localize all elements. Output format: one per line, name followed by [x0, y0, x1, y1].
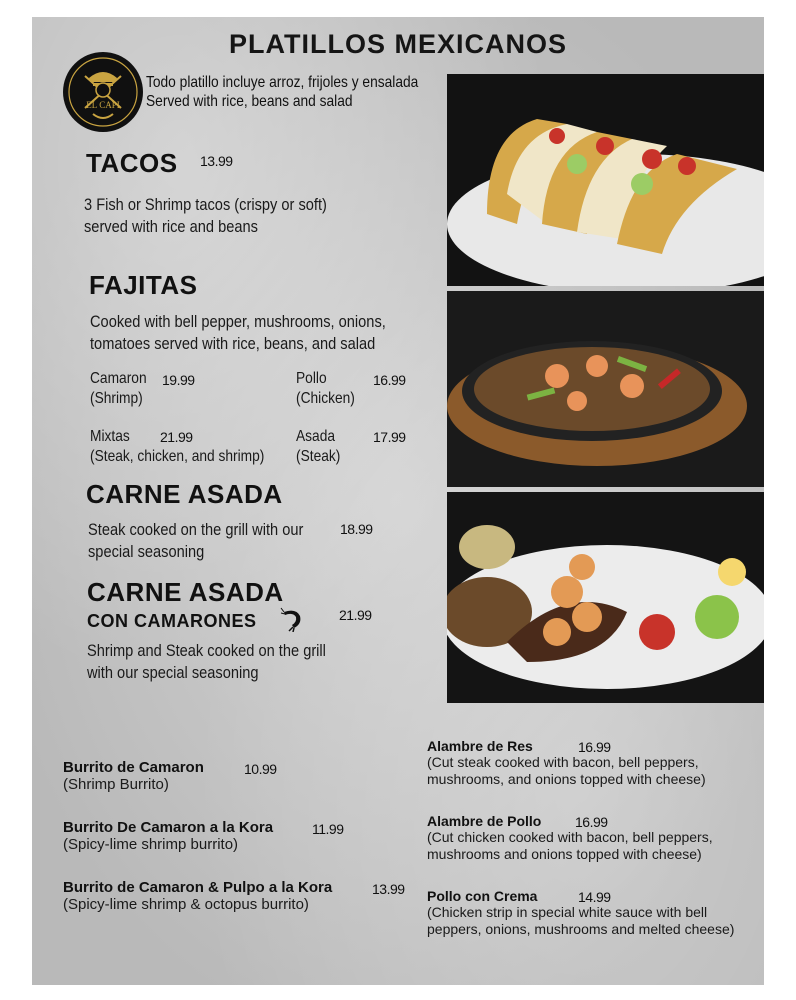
carne-camarones-title: CARNE ASADA	[87, 577, 284, 607]
item-name: Pollo con Crema	[427, 888, 538, 904]
right-item-alambre-pollo	[427, 813, 713, 863]
carne-asada-desc-line2: special seasoning	[88, 542, 205, 561]
fajita-item-name: Asada	[296, 428, 336, 445]
tacos-price: 13.99	[200, 153, 233, 169]
fajita-item-sub: (Chicken)	[296, 390, 355, 407]
carne-asada-price: 18.99	[340, 521, 373, 537]
alambre-res-price: 16.99	[578, 739, 611, 755]
burrito-pulpo-price: 13.99	[372, 881, 405, 897]
fajita-item-pollo	[296, 369, 355, 409]
burrito-camaron-price: 10.99	[244, 761, 277, 777]
burrito-item-camaron	[63, 759, 204, 794]
tacos-desc-line2: served with rice and beans	[84, 217, 258, 236]
fajitas-desc-line2: tomatoes served with rice, beans, and salad	[90, 334, 376, 353]
item-description-line1: (Cut steak cooked with bacon, bell peppers,	[427, 754, 699, 770]
fajita-camaron-price: 19.99	[162, 372, 195, 388]
burrito-kora-price: 11.99	[312, 821, 344, 837]
tacos-desc-line1: 3 Fish or Shrimp tacos (crispy or soft)	[84, 195, 327, 214]
carne-camarones-description	[87, 640, 326, 684]
carne-camarones-desc-line2: with our special seasoning	[87, 663, 259, 682]
fajita-item-asada	[296, 427, 340, 467]
intro-spanish: Todo platillo incluye arroz, frijoles y ensalada	[146, 74, 419, 91]
burrito-name: Burrito de Camaron & Pulpo a la Kora	[63, 879, 333, 896]
fajita-item-camaron	[90, 369, 147, 409]
right-item-alambre-res	[427, 738, 706, 788]
item-description-line2: peppers, onions, mushrooms and melted cheese)	[427, 921, 735, 937]
fajitas-title: FAJITAS	[89, 270, 198, 300]
carne-camarones-price: 21.99	[339, 607, 372, 623]
logo-text: EL CAPI	[86, 100, 120, 110]
burrito-description: (Spicy-lime shrimp & octopus burrito)	[63, 896, 309, 913]
anchor-captain-logo-icon	[63, 52, 143, 132]
tacos-photo	[447, 74, 764, 286]
item-description-line1: (Cut chicken cooked with bacon, bell peppers,	[427, 829, 713, 845]
burrito-description: (Shrimp Burrito)	[63, 776, 169, 793]
carne-camarones-desc-line1: Shrimp and Steak cooked on the grill	[87, 641, 326, 660]
item-description-line2: mushrooms, and onions topped with cheese)	[427, 771, 706, 787]
item-description-line2: mushrooms and onions topped with cheese)	[427, 846, 702, 862]
carne-asada-photo	[447, 492, 764, 703]
alambre-pollo-price: 16.99	[575, 814, 608, 830]
carne-asada-desc-line1: Steak cooked on the grill with our	[88, 520, 304, 539]
tacos-image	[447, 74, 764, 286]
fajitas-photo	[447, 291, 764, 487]
carne-camarones-subtitle: CON CAMARONES	[87, 611, 257, 631]
item-description-line1: (Chicken strip in special white sauce with bell	[427, 904, 708, 920]
fajita-asada-price: 17.99	[373, 429, 406, 445]
fajita-mixtas-price: 21.99	[160, 429, 193, 445]
item-name: Alambre de Res	[427, 738, 533, 754]
fajitas-desc-line1: Cooked with bell pepper, mushrooms, onions,	[90, 312, 386, 331]
fajitas-image	[447, 291, 764, 487]
intro-english: Served with rice, beans and salad	[146, 93, 353, 110]
burrito-description: (Spicy-lime shrimp burrito)	[63, 836, 239, 853]
burrito-item-kora	[63, 819, 273, 854]
fajita-item-name: Mixtas	[90, 428, 130, 445]
intro-text	[146, 73, 418, 111]
menu-page	[32, 17, 764, 985]
tacos-description	[84, 194, 327, 238]
tacos-title: TACOS	[86, 148, 178, 178]
fajita-item-sub: (Steak, chicken, and shrimp)	[90, 448, 265, 465]
carne-asada-title: CARNE ASADA	[86, 479, 283, 509]
restaurant-logo	[63, 52, 143, 132]
fajitas-description	[90, 311, 386, 355]
burrito-name: Burrito De Camaron a la Kora	[63, 819, 274, 836]
burrito-item-pulpo	[63, 879, 332, 914]
fajita-item-name: Camaron	[90, 370, 147, 387]
shrimp-icon	[280, 606, 306, 632]
burrito-name: Burrito de Camaron	[63, 759, 204, 776]
carne-asada-image	[447, 492, 764, 703]
fajita-pollo-price: 16.99	[373, 372, 406, 388]
item-name: Alambre de Pollo	[427, 813, 542, 829]
fajita-item-sub: (Shrimp)	[90, 390, 143, 407]
pollo-crema-price: 14.99	[578, 889, 611, 905]
carne-asada-description	[88, 519, 303, 563]
page-title: PLATILLOS MEXICANOS	[228, 29, 567, 59]
fajita-item-name: Pollo	[296, 370, 327, 387]
fajita-item-sub: (Steak)	[296, 448, 341, 465]
